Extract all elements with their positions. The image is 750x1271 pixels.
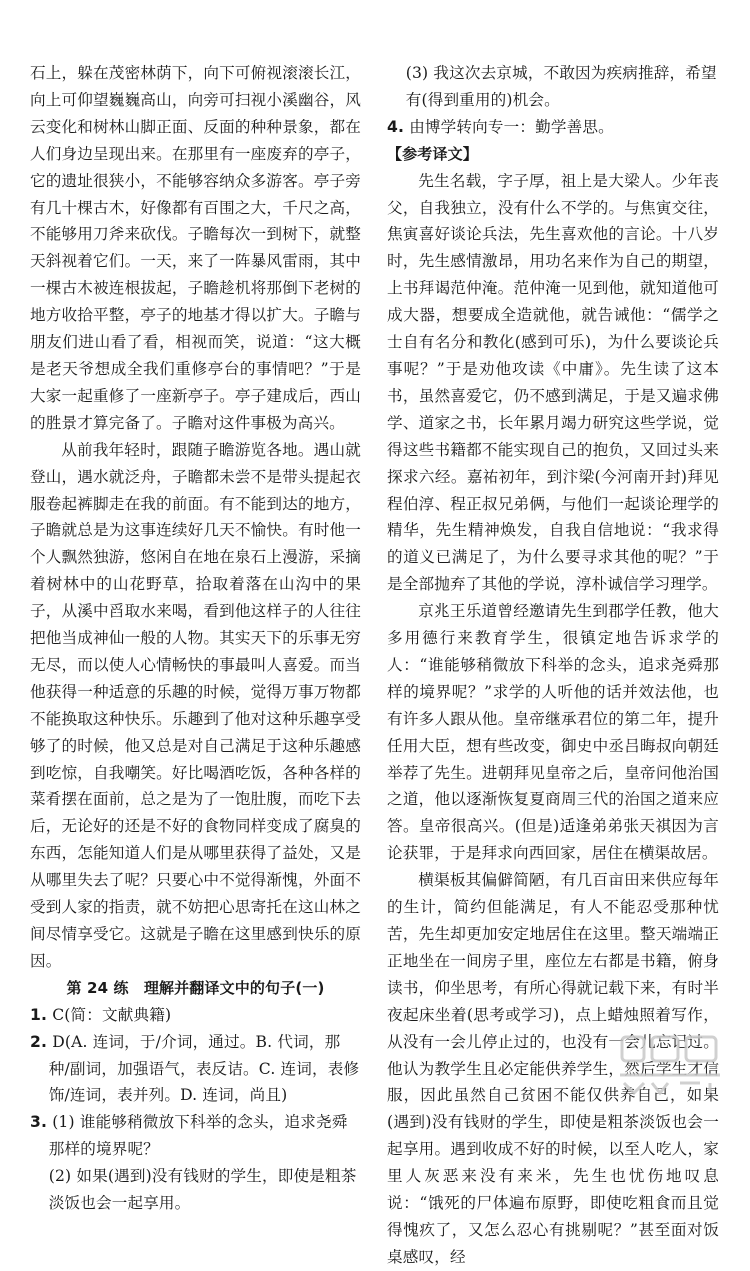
answer-2 (30, 1029, 361, 1110)
answer-text: D(A. 连词，于/介词，通过。B. 代词，那种/副词，加强语气，表反诘。C. 连词，表修饰/连词，表并列。D. 连词，尚且) (48, 1032, 360, 1105)
answer-3 (30, 1109, 361, 1163)
answer-number: 2. (30, 1032, 48, 1051)
right-paragraph-2: 京兆王乐道曾经邀请先生到郡学任教，他大多用德行来教育学生，很镇定地告诉求学的人：“谁能够稍微放下科举的念头，追求尧舜那样的境界呢？”求学的人听他的话并效法他，也有许多人跟从他。皇帝继承君位的第二年，提升任用大臣，想有些改变，御史中丞吕晦叔向朝廷举荐了先生。进朝拜见皇帝之后，皇帝问他治国之道，他以逐渐恢复夏商周三代的治国之道来应答。皇帝很高兴。(但是)适逢弟弟张天祺因为言论获罪，于是拜求向西回家，居住在横渠故居。 (387, 602, 719, 863)
left-paragraph-2: 从前我年轻时，跟随子瞻游览各地。遇山就登山，遇水就泛舟，子瞻都未尝不是带头提起衣服卷起裤脚走在我的前面。有不能到达的地方，子瞻就总是为这事连续好几天不愉快。有时他一个人飘然独游，悠闲自在地在泉石上漫游，采摘着树林中的山花野草，拾取着落在山沟中的果子，从溪中舀取水来喝，看到他这样子的人往往把他当成神仙一般的人物。其实天下的乐事无穷无尽，而以使人心情畅快的事最叫人喜爱。而当他获得一种适意的乐趣的时候，觉得万事万物都不能换取这种快乐。乐趣到了他对这种乐趣享受够了的时候，他又总是对自己满足于这种乐趣感到吃惊，自我嘲笑。好比喝酒吃饭，各种各样的菜肴摆在面前，总之是为了一饱肚腹，而吃下去后，无论好的还是不好的食物同样变成了腐臭的东西，怎能知道人们是从哪里获得了益处，又是从哪里失去了呢？只要心中不觉得渐愧，外面不受到人家的指责，就不妨把心思寄托在这山林之间尽情享受它。这就是子瞻在这里感到快乐的原因。 (30, 440, 361, 970)
answer-number: 1. (30, 1005, 48, 1024)
answer-text: (1) 谁能够稍微放下科举的念头，追求尧舜那样的境界呢？ (48, 1113, 348, 1159)
answer-3-part-3: (3) 我这次去京城，不敢因为疾病推辞，希望有(得到重用的)机会。 (405, 64, 717, 109)
left-paragraph-1: 石上，躲在茂密林荫下，向下可俯视滚滚长江，向上可仰望巍巍高山，向旁可扫视小溪幽谷，风云变化和树林山脚正面、反面的种种景象，都在人们身边呈现出来。在那里有一座废弃的亭子，它的遗址很狭小，不能够容纳众多游客。亭子旁有几十棵古木，好像都有百围之大，千尺之高，不能够用刀斧来砍伐。子瞻每次一到树下，就整天斜视着它们。一天，来了一阵暴风雷雨，其中一棵古木被连根拔起，子瞻趁机将那倒下老树的地方收拾平整，亭子的地基才得以扩大。子瞻与朋友们进山看了看，相视而笑，说道：“这大概是老天爷想成全我们重修亭台的事情吧？”于是大家一起重修了一座新亭子。亭子建成后，西山的胜景才算完备了。子瞻对这件事极为高兴。 (30, 64, 361, 432)
left-column (30, 60, 361, 1217)
right-paragraph-1: 先生名载，字子厚，祖上是大梁人。少年丧父，自我独立，没有什么不学的。与焦寅交往，焦寅喜好谈论兵法，先生喜欢他的言论。十八岁时，先生感情激昂，用功名来作为自己的期望，上书拜谒范仲淹。范仲淹一见到他，就知道他可成大器，想要成全造就他，就告诫他：“儒学之士自有名分和教化(感到可乐)，为什么要谈论兵事呢？”于是劝他攻读《中庸》。先生读了这本书，虽然喜爱它，仍不感到满足，于是又遍求佛学、道家之书，长年累月竭力研究这些学说，觉得这些书籍都不能实现自己的抱负，又回过头来探求六经。嘉祐初年，到汴梁(今河南开封)拜见程伯淳、程正叔兄弟俩，与他们一起谈论理学的精华，先生精神焕发，自我自信地说：“我求得的道义已满足了，为什么要寻求其他的呢？”于是全部抛弃了其他的学说，淳朴诚信学习理学。 (387, 171, 719, 594)
answer-text: 由博学转向专一：勤学善思。 (409, 117, 614, 136)
answer-4 (387, 114, 719, 141)
answer-text: C(简：文献典籍) (52, 1005, 172, 1024)
answer-3-part-2: (2) 如果(遇到)没有钱财的学生，即使是粗茶淡饭也会一起享用。 (48, 1167, 357, 1213)
answer-1 (30, 1002, 361, 1029)
section-title: 第 24 练 理解并翻译文中的句子(一) (66, 978, 325, 997)
right-paragraph-3: 横渠板其偏僻简陋，有几百亩田来供应每年的生计，简约但能满足，有人不能忍受那种忧苦，先生却更加安定地居住在这里。整天端端正正地坐在一间房子里，座位左右都是书籍，俯身读书，仰坐思考，有所心得就记载下来，有时半夜起床坐着(思考或学习)，点上蜡烛照着写作，从没有一会儿停止过的，也没有一会儿忘记过。他认为教学生且必定能供养学生，然后学生才信服，因此虽然自己贫困不能仅供养自己，如果(遇到)没有钱财的学生，即使是粗茶淡饭也会一起享用。遇到收成不好的时候，以至人吃人，家里人灰恶来没有来米，先生也忧伤地叹息说：“饿死的尸体遍布原野，即使吃粗食而且觉得愧疚了，又怎么忍心有挑剔呢？”甚至面对饭桌感叹，经 (387, 871, 719, 1266)
answer-number: 3. (30, 1113, 48, 1132)
watermark-logo (600, 1031, 740, 1101)
answer-number: 4. (387, 117, 405, 136)
reference-translation-heading: 【参考译文】 (387, 144, 478, 163)
